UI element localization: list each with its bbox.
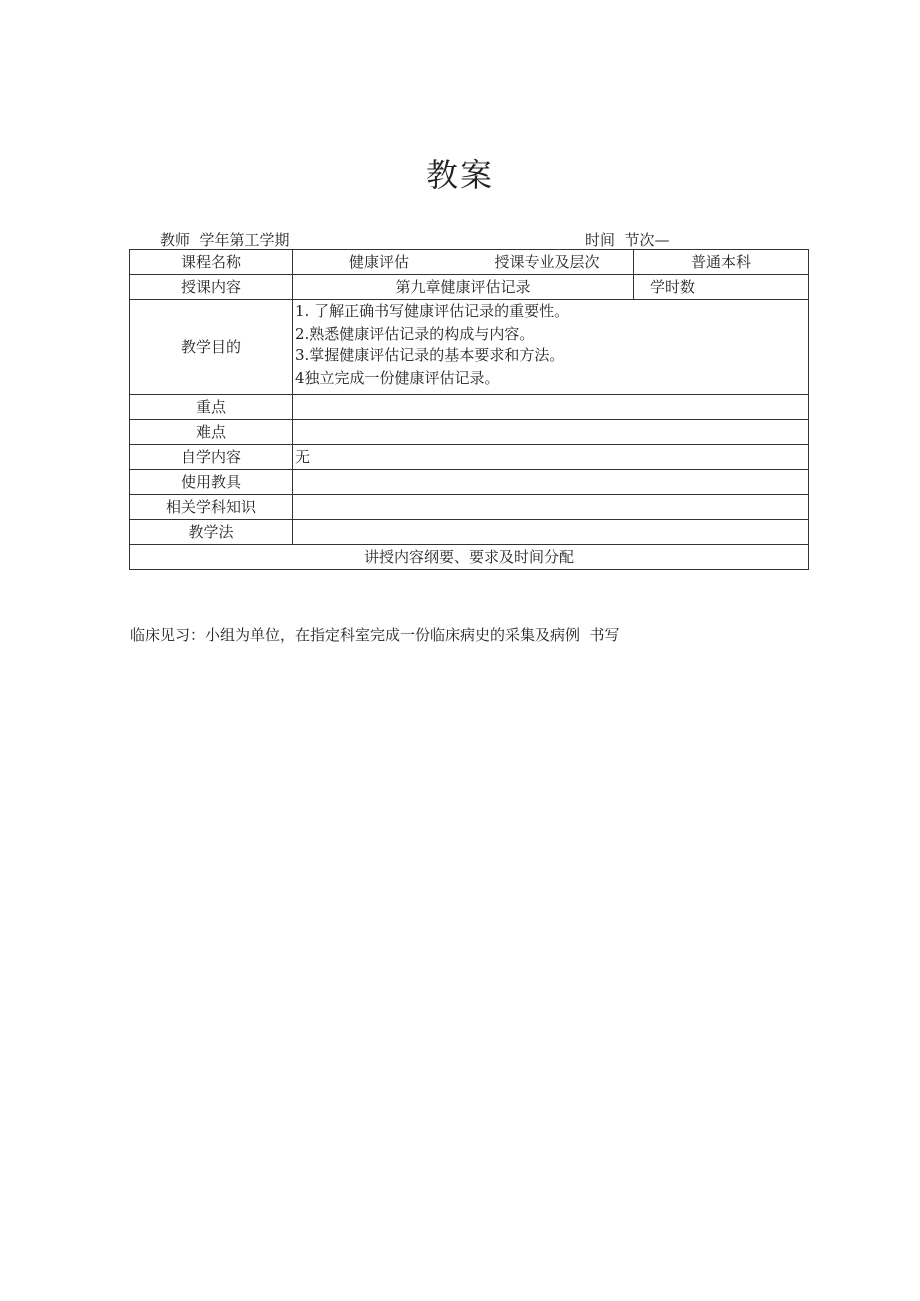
goal-item: 2.熟悉健康评估记录的构成与内容。 <box>295 325 535 343</box>
related-knowledge-label: 相关学科知识 <box>130 495 293 520</box>
outline-row <box>130 545 809 570</box>
difficulties-row <box>130 420 809 445</box>
credit-hours-label: 学时数 <box>634 275 809 300</box>
teaching-aids-value <box>293 470 809 495</box>
self-study-value: 无 <box>293 445 809 470</box>
teaching-aids-label: 使用教具 <box>130 470 293 495</box>
goal-item: 3.掌握健康评估记录的基本要求和方法。 <box>295 346 565 364</box>
difficulties-label: 难点 <box>130 420 293 445</box>
teaching-method-label: 教学法 <box>130 520 293 545</box>
teacher-semester-line: 教师 学年第工学期 <box>160 231 290 249</box>
related-knowledge-value <box>293 495 809 520</box>
major-level-label: 授课专业及层次 <box>494 253 600 271</box>
self-study-row <box>130 445 809 470</box>
course-name-value: 健康评估 <box>348 253 409 271</box>
lesson-plan-table <box>129 249 809 570</box>
teaching-goals-label: 教学目的 <box>130 300 293 395</box>
teaching-aids-row <box>130 470 809 495</box>
page-title: 教案 <box>425 156 494 194</box>
goal-item: 4独立完成一份健康评估记录。 <box>295 369 500 387</box>
goal-item: 1. 了解正确书写健康评估记录的重要性。 <box>295 302 570 320</box>
teaching-method-value <box>293 520 809 545</box>
key-points-value <box>293 395 809 420</box>
outline-heading: 讲授内容纲要、要求及时间分配 <box>130 545 809 570</box>
difficulties-value <box>293 420 809 445</box>
content-row <box>130 275 809 300</box>
course-name-cell <box>293 250 634 275</box>
self-study-label: 自学内容 <box>130 445 293 470</box>
key-points-row <box>130 395 809 420</box>
course-row <box>130 250 809 275</box>
teaching-content-value: 第九章健康评估记录 <box>293 275 634 300</box>
goals-row <box>130 300 809 395</box>
related-knowledge-row <box>130 495 809 520</box>
major-level-value: 普通本科 <box>634 250 809 275</box>
key-points-label: 重点 <box>130 395 293 420</box>
time-session-line: 时间 节次— <box>585 231 670 249</box>
teaching-goals-list <box>293 300 809 395</box>
teaching-content-label: 授课内容 <box>130 275 293 300</box>
method-row <box>130 520 809 545</box>
course-name-label: 课程名称 <box>130 250 293 275</box>
clinical-practice-note: 临床见习：小组为单位，在指定科室完成一份临床病史的采集及病例 书写 <box>130 626 620 644</box>
